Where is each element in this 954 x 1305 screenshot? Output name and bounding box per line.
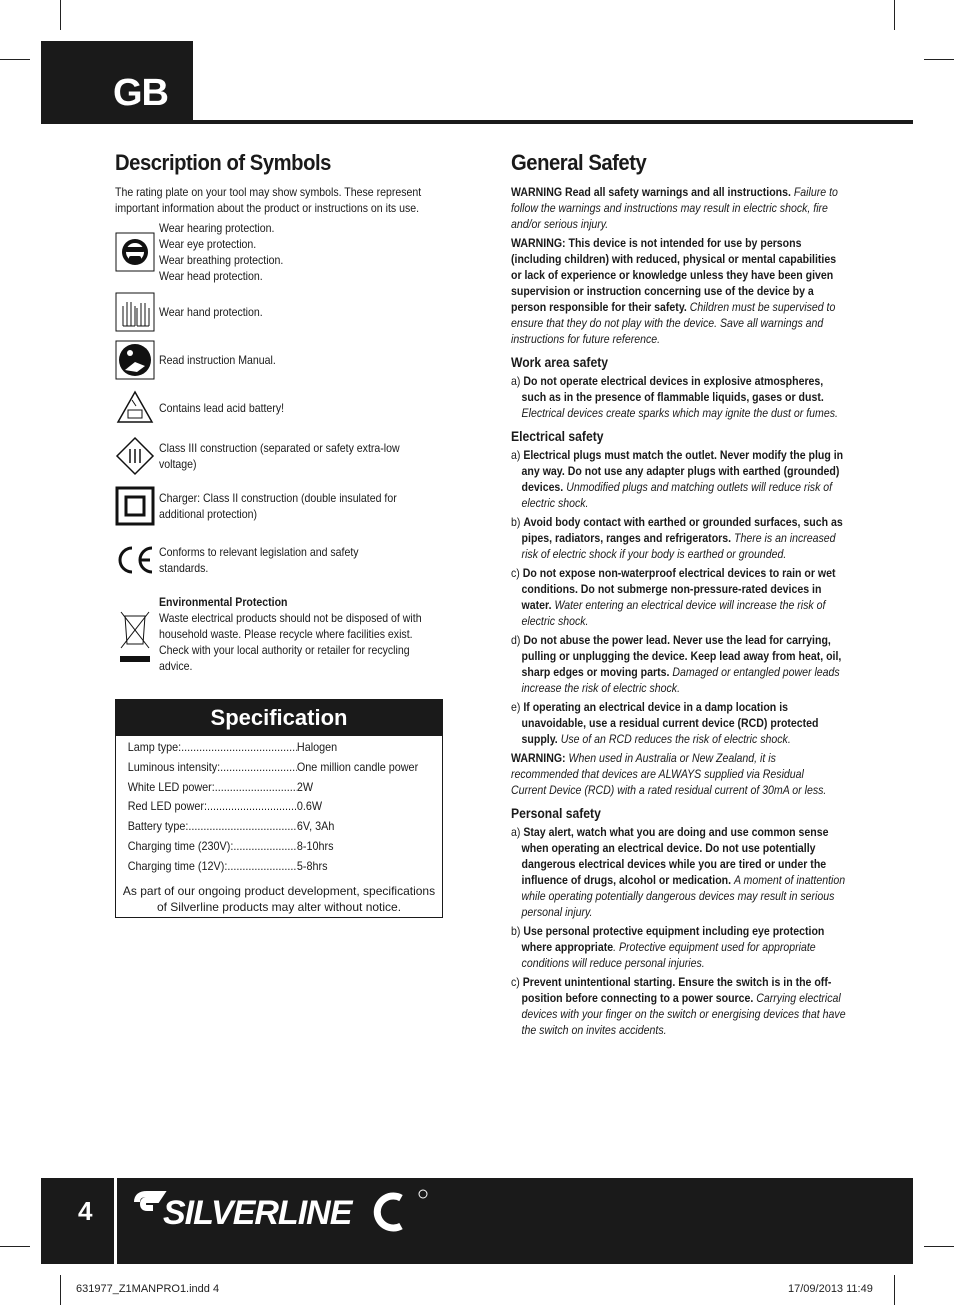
electrical-item: b) Avoid body contact with earthed or grounded surfaces, such as pipes, radiators, ranges and refrigerators. There is an increased risk of electric shock if your body is earthed or grounded.	[511, 515, 843, 561]
work-area-title: Work area safety	[511, 355, 609, 370]
header-rule	[41, 120, 913, 124]
environmental-row	[115, 594, 445, 674]
personal-item: c) Prevent unintentional starting. Ensure the switch is in the off-position before connecting to a power source. Carrying electrical devices with your finger on the switch or energising devices that have the switch on invites accidents.	[511, 975, 846, 1037]
personal-safety-title: Personal safety	[511, 806, 601, 821]
slug-filename: 631977_Z1MANPRO1.indd 4	[76, 1283, 220, 1295]
ce-mark-icon	[115, 540, 155, 580]
warning-2: WARNING: This device is not intended for use by persons (including children) with reduced, physical or mental capabilities or lack of experience or knowledge unless they have been given supervision or instruction concerning use of the device by a person responsible for their safety. Children must be supervised to ensure that they do not play with the device. Save all warnings and instructions for future reference.	[511, 236, 837, 346]
spec-value: 2W	[296, 779, 314, 794]
spec-label: Lamp type: .....	[128, 738, 297, 758]
electrical-item: a) Electrical plugs must match the outlet. Never modify the plug in any way. Do not use any adapter plugs with earthed (grounded) devices. Unmodified plugs and matching outlets will reduce risk of electric shock.	[511, 448, 844, 510]
symbol-text: Wear hearing protection. Wear eye protection. Wear breathing protection. Wear head protection.	[159, 221, 284, 283]
logo-text: SILVERLINE	[163, 1194, 352, 1232]
spec-row	[116, 738, 465, 758]
spec-row	[116, 778, 465, 798]
class-iii-icon	[115, 436, 155, 476]
symbol-row	[115, 220, 445, 284]
spec-value: One million candle power	[296, 759, 419, 774]
spec-row	[116, 797, 465, 817]
symbol-row	[115, 388, 445, 428]
symbol-text: Read instruction Manual.	[159, 353, 276, 367]
warning-3: WARNING: When used in Australia or New Zealand, it is recommended that devices are ALWAYS supplied via Residual Current Device (RCD) with a rated residual current of 30mA or less.	[511, 751, 827, 797]
spec-row	[116, 857, 465, 877]
ppe-icon	[115, 232, 155, 272]
gloves-icon	[115, 292, 155, 332]
read-manual-icon	[115, 340, 155, 380]
lead-acid-battery-icon	[115, 388, 155, 428]
crop-mark	[894, 0, 895, 30]
spec-value: 0.6W	[296, 799, 323, 814]
symbol-text: Wear hand protection.	[159, 305, 263, 319]
crop-mark	[0, 59, 30, 60]
electrical-item: e) If operating an electrical device in a damp location is unavoidable, use a residual current device (RCD) protected supply. Use of an RCD reduces the risk of electric shock.	[511, 700, 819, 746]
language-tab: GB	[41, 41, 193, 123]
electrical-safety-title: Electrical safety	[511, 429, 604, 444]
spec-label: Luminous intensity: .....	[128, 758, 297, 778]
spec-title: Specification	[116, 700, 442, 736]
symbols-title: Description of Symbols	[115, 150, 331, 175]
symbol-row	[115, 292, 445, 332]
general-safety-section	[511, 150, 846, 1038]
electrical-item: c) Do not expose non-waterproof electrical devices to rain or wet conditions. Do not submerge non-pressure-rated devices in water. Water entering an electrical device will increase the risk of electric shock.	[511, 566, 836, 628]
personal-item: b) Use personal protective equipment including eye protection where appropriate. Protective equipment used for appropriate conditions will reduce personal injuries.	[511, 924, 825, 970]
symbol-text: Contains lead acid battery!	[159, 401, 285, 415]
symbols-intro: The rating plate on your tool may show symbols. These represent important information about the product or instructions on its use.	[115, 185, 422, 215]
symbol-text: Class III construction (separated or safety extra-low voltage)	[159, 441, 400, 471]
crop-mark	[924, 59, 954, 60]
symbol-row	[115, 340, 445, 380]
electrical-item: d) Do not abuse the power lead. Never use the lead for carrying, pulling or unplugging the device. Keep lead away from heat, oil, sharp edges or moving parts. Damaged or entangled power leads increase the risk of electric shock.	[511, 633, 842, 695]
specification-box	[115, 699, 443, 918]
spec-value: 8-10hrs	[296, 838, 334, 853]
env-title: Environmental Protection	[159, 595, 288, 609]
env-text: Waste electrical products should not be disposed of with household waste. Please recycle where facilities exist. Check with your local authority or retailer for recycling advice.	[159, 611, 422, 673]
crop-mark	[894, 1275, 895, 1305]
spec-row	[116, 817, 465, 837]
class-ii-icon	[115, 486, 155, 526]
spec-value: 5-8hrs	[296, 858, 328, 873]
personal-item: a) Stay alert, watch what you are doing and use common sense when operating an electrical device. Do not use potentially dangerous electrical devices while you are tired or under the influence of drugs, alcohol or medication. A moment of inattention while operating potentially dangerous devices may result in serious personal injury.	[511, 825, 846, 919]
page-number: 4	[78, 1196, 93, 1226]
spec-value: Halogen	[296, 740, 338, 754]
symbol-row	[115, 436, 445, 476]
spec-label: Battery type: .....	[128, 817, 297, 837]
spec-row	[116, 837, 465, 857]
slug-timestamp: 17/09/2013 11:49	[788, 1283, 873, 1295]
crop-mark	[924, 1246, 954, 1247]
work-area-item: a) Do not operate electrical devices in explosive atmospheres, such as in the presence of flammable liquids, gases or dust. Electrical devices create sparks which may ignite the dust or fumes.	[511, 374, 838, 420]
crop-mark	[60, 0, 61, 30]
spec-row	[116, 758, 465, 778]
silverline-logo	[133, 1188, 433, 1238]
symbols-section	[115, 150, 445, 674]
symbol-text: Charger: Class II construction (double insulated for additional protection)	[159, 491, 397, 521]
crop-mark	[60, 1275, 61, 1305]
symbol-row	[115, 486, 445, 526]
warning-1: WARNING Read all safety warnings and all instructions. Failure to follow the warnings and instructions may result in electric shock, fire and/or serious injury.	[511, 185, 838, 231]
symbol-text: Conforms to relevant legislation and safety standards.	[159, 545, 359, 575]
symbol-row	[115, 540, 445, 580]
spec-label: Red LED power: .....	[128, 797, 297, 817]
spec-value: 6V, 3Ah	[296, 819, 335, 834]
spec-label: White LED power: .....	[128, 778, 297, 798]
footer-divider	[114, 1178, 117, 1264]
spec-rows	[116, 738, 442, 877]
crop-mark	[0, 1246, 30, 1247]
spec-note: As part of our ongoing product development, specifications of Silverline products may alter without notice.	[122, 883, 436, 914]
safety-title: General Safety	[511, 150, 647, 175]
spec-label: Charging time (12V): .....	[128, 857, 297, 877]
wheelie-bin-icon	[115, 604, 155, 666]
spec-label: Charging time (230V): .....	[128, 837, 297, 857]
